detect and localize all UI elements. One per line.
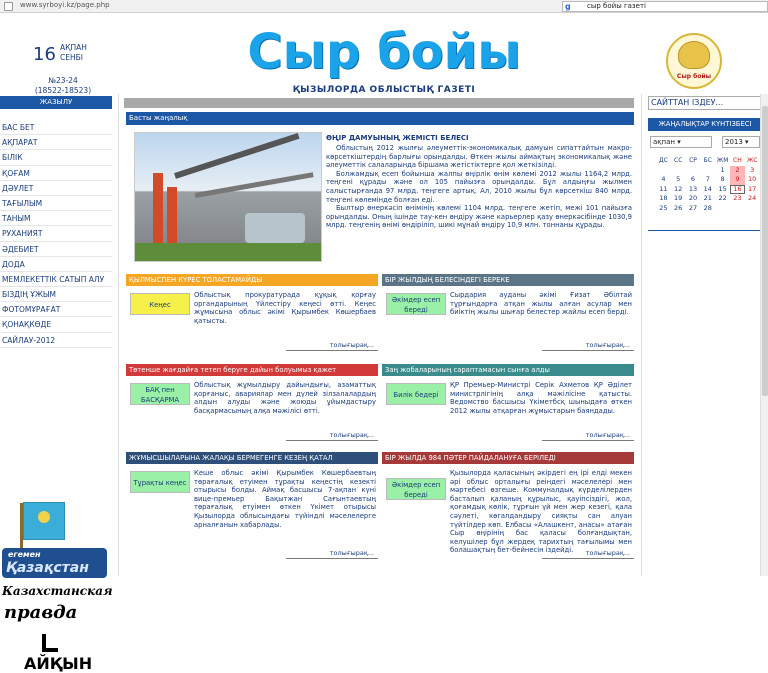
top-news-paragraph: Облыстың 2012 жылғы әлеуметтік-экономикалық дамуын сипаттайтын макро-көрсеткіштердің барлығы орындалды. Өткен жылы аймақтың экономикалық және әлеуметтік салаларында біршама жетістіктерге қол жеткізілді. xyxy=(326,144,632,170)
calendar-divider xyxy=(648,230,762,231)
calendar-day[interactable]: 20 xyxy=(688,194,698,202)
news-text: ҚР Премьер-Министрі Серік Ахметов ҚР Әділет министрлігінің алқа мәжілісіне қатысты. Ведомство басшысы Үкіметбсқ шыныдаға өткен 2012 жылы атқарған жұмыстарын баяндады. xyxy=(450,381,632,415)
calendar-day[interactable]: 3 xyxy=(750,165,755,174)
calendar-day[interactable]: 19 xyxy=(674,194,683,202)
week-row xyxy=(656,166,760,176)
year-select[interactable]: 2013 ▾ xyxy=(722,136,760,148)
weekday-label: СР xyxy=(689,157,697,164)
read-more-link[interactable]: толығырақ... xyxy=(329,431,374,439)
calendar-day[interactable]: 8 xyxy=(720,175,725,183)
aikyn-logo-icon xyxy=(42,634,58,652)
weekday-label: СС xyxy=(674,157,683,164)
calendar-day xyxy=(715,204,730,214)
date-month: АҚПАН xyxy=(60,43,87,52)
menu-item[interactable]: ДОДА xyxy=(0,257,112,272)
month-select[interactable]: ақпан ▾ xyxy=(650,136,712,148)
column-divider xyxy=(118,94,119,576)
issue-range: (18522-18523) xyxy=(34,86,92,95)
menu-item[interactable]: МЕМЛЕКЕТТІК САТЫП АЛУ xyxy=(0,272,112,287)
calendar-day[interactable]: 25 xyxy=(659,203,668,212)
weekday-label: БС xyxy=(703,157,712,164)
news-text: Кеше облыс әкімі Қырымбек Көшербаевтың төрағалық етуімен тұрақты кеңестің кезекті отырысы болды. Аймақ басшысы 7-ақпан күні вице-премьер Бақытжан Сағынтаевтың төрағалық етуімен өткен Үкімет отырысы Қызылорда облысындағы түйіндлі мәселелерге арналғанын хабарлады. xyxy=(194,469,376,529)
browser-search-box[interactable] xyxy=(562,1,768,12)
browser-toolbar xyxy=(0,0,768,13)
egemen-label: егемен xyxy=(8,550,41,559)
menu-item[interactable]: ФОТОМҰРАҒАТ xyxy=(0,302,112,317)
menu-item[interactable]: ТАҒЫЛЫМ xyxy=(0,196,112,211)
news-text: Облыстық жұмылдыру дайындығы, азаматтық қорғаныс, авариялар мен дүлей зілзалалардың алдын алуды және жоюды ұйымдастыру басқармасының алқа мәжілісі өтті. xyxy=(194,381,376,415)
news-box xyxy=(126,364,378,455)
calendar-day xyxy=(656,166,671,176)
page-icon xyxy=(4,2,13,11)
divider-line xyxy=(542,440,634,441)
menu-item[interactable]: ТАНЫМ xyxy=(0,211,112,226)
calendar-day[interactable]: 22 xyxy=(718,194,727,202)
week-row xyxy=(656,204,760,214)
tower-shape xyxy=(167,187,177,243)
news-box xyxy=(126,274,378,365)
egemen-label-2: Қазақстан xyxy=(6,560,89,576)
sun-icon xyxy=(38,511,50,523)
menu-item[interactable]: АҚПАРАТ xyxy=(0,135,112,150)
month-value: ақпан xyxy=(653,138,675,146)
divider-line xyxy=(542,558,634,559)
read-more-link[interactable]: толығырақ... xyxy=(585,341,630,349)
industrial-photo[interactable] xyxy=(134,132,322,262)
calendar-grid xyxy=(656,156,760,213)
calendar-day xyxy=(671,166,686,176)
news-box xyxy=(382,364,634,455)
google-icon: g xyxy=(565,2,571,11)
calendar-day[interactable]: 9 xyxy=(730,175,745,185)
divider-line xyxy=(286,440,378,441)
calendar-day[interactable]: 7 xyxy=(705,175,710,183)
top-news-paragraph: Болжамдық есеп бойынша жалпы өңірлік өнім көлемі 2012 жылы 1164,2 млрд. теңгені құрады және ол 105 пайызға орындалды. Бұл алдыңғы жылмен салыстырғанда 97 млрд. теңгеге артық. Ал, 2010 жылы бұл көрсеткіш 840 млрд. теңгені көлемінде болған еді. xyxy=(326,169,632,204)
year-value: 2013 xyxy=(725,138,743,146)
calendar-day[interactable]: 28 xyxy=(703,203,712,212)
news-box-header[interactable]: ҚЫЛМЫСПЕН КҮРЕС ТОЛАСТАМАЙДЫ xyxy=(126,274,378,286)
news-box xyxy=(382,274,634,365)
news-text: Облыстық прокуратурада құқық қорғау органдарының Үйлестіру кеңесі өтті. Кеңес жұмысына облыс әкімі Қырымбек Көшербаев қатысты. xyxy=(194,291,376,325)
weekday-label: СН xyxy=(733,157,742,164)
news-tag: Әкімдер есеп береді xyxy=(386,478,446,500)
calendar-day[interactable]: 15 xyxy=(718,184,727,193)
news-tag: Билік бедері xyxy=(386,383,446,405)
site-title[interactable]: Сыр бойы xyxy=(247,24,521,80)
read-more-link[interactable]: толығырақ... xyxy=(329,341,374,349)
date-day: СЕНБІ xyxy=(60,53,83,62)
scrollbar-thumb[interactable] xyxy=(762,106,768,396)
divider-line xyxy=(542,350,634,351)
menu-item[interactable]: ҚОНАҚКӨДЕ xyxy=(0,317,112,332)
read-more-link[interactable]: толығырақ... xyxy=(329,549,374,557)
calendar-day[interactable]: 11 xyxy=(659,184,668,193)
main-content xyxy=(124,96,636,576)
site-header xyxy=(0,14,768,94)
address-bar[interactable]: www.syrboyi.kz/page.php xyxy=(20,1,110,9)
menu-item[interactable]: БІЗДІҢ ҰЖЫМ xyxy=(0,287,112,302)
week-row xyxy=(656,175,760,185)
emblem-icon xyxy=(678,41,710,69)
menu-item[interactable]: ДӘУЛЕТ xyxy=(0,181,112,196)
top-news-paragraph: Былтыр өнеркәсіп өнімінің көлемі 1104 млрд. теңгеге жетіп, межі 101 пайызға орындалды. Оның ішінде тау-кен өндіру және карьерлер қазу өнеркәсібінде 1030,9 млрд. теңгенің өнімі өндіріліп, шикі мұнай өндіру 10,9 млн. тоннаны құрады. xyxy=(326,204,632,230)
calendar-header: ЖАҢАЛЫҚТАР КҮНТІЗБЕСІ xyxy=(648,118,762,131)
news-text: Сырдария ауданы әкімі Ғизат Әбілтай тұрғындарға атқан жылы алған асулар мен биіктің жылы шығар белестер жайлы есеп берді. xyxy=(450,291,632,317)
week-row xyxy=(656,194,760,204)
news-box xyxy=(126,452,378,572)
newspaper-logo[interactable] xyxy=(666,33,722,89)
top-news-header: Басты жаңалық xyxy=(126,112,634,125)
column-divider xyxy=(641,94,642,576)
ground-shape xyxy=(135,243,322,262)
weekday-label: ЖС xyxy=(746,157,758,164)
kazakhstan-flag-image xyxy=(23,502,65,540)
read-more-link[interactable]: толығырақ... xyxy=(585,549,630,557)
logo-caption: Сыр бойы xyxy=(676,73,712,80)
news-box-header[interactable]: Төтенше жағдайға тетеп беруге дайын болуымыз қажет xyxy=(126,364,378,376)
weekday-label: ЖМ xyxy=(716,157,729,164)
browser-search-value[interactable]: сыр бойы газеті xyxy=(587,2,646,10)
subscribe-button[interactable]: ЖАЗЫЛУ xyxy=(0,96,112,109)
calendar-day[interactable]: 13 xyxy=(688,184,698,193)
kazpravda-banner[interactable] xyxy=(0,582,112,622)
right-sidebar xyxy=(646,96,768,576)
menu-item[interactable]: БАС БЕТ xyxy=(0,120,112,135)
week-row xyxy=(656,185,760,195)
news-tag: Тұрақты кеңес xyxy=(130,471,190,493)
issue-label: №23-24 xyxy=(48,76,78,85)
tower-shape xyxy=(153,173,163,243)
calendar-day xyxy=(745,204,760,214)
menu-item[interactable]: БІЛІК xyxy=(0,150,112,165)
news-box xyxy=(382,452,634,572)
news-tag: Кеңес xyxy=(130,293,190,315)
menu-item[interactable]: ӘДЕБИЕТ xyxy=(0,242,112,257)
calendar-day xyxy=(700,166,715,176)
menu-item[interactable]: ҚОҒАМ xyxy=(0,166,112,181)
menu-item[interactable]: РУХАНИЯТ xyxy=(0,226,112,241)
calendar-day[interactable]: 5 xyxy=(676,175,681,183)
news-box-header[interactable]: Заң жобаларының сараптамасын сынға алды xyxy=(382,364,634,376)
news-tag: БАҚ пен БАСҚАРМА xyxy=(130,383,190,405)
top-gray-bar xyxy=(124,98,634,108)
calendar-day[interactable]: 18 xyxy=(659,194,668,202)
conveyor-shape xyxy=(195,172,314,198)
site-search-input[interactable]: САЙТТАН ІЗДЕУ... xyxy=(648,96,762,110)
read-more-link[interactable]: толығырақ... xyxy=(585,431,630,439)
calendar-day[interactable]: 16 xyxy=(730,185,745,195)
conveyor-shape xyxy=(174,133,299,179)
left-sidebar xyxy=(0,96,113,673)
news-tag: Әкімдер есеп береді xyxy=(386,293,446,315)
divider-line xyxy=(286,350,378,351)
aikyn-label: АЙҚЫН xyxy=(24,654,93,673)
calendar-day[interactable]: 12 xyxy=(674,184,683,193)
tank-shape xyxy=(245,213,305,243)
calendar-day[interactable]: 2 xyxy=(730,166,745,176)
main-menu xyxy=(0,120,112,348)
calendar-day[interactable]: 21 xyxy=(703,194,712,202)
news-text: Қызылорда қаласының әкірдегі ең ірі елді мекен әрі облыс орталығы реіндегі мәселелері мен мәртебесі өзгеше. Коммуналдық күрделілерден басталып қаланың құрылыс, қауіпсіздігі, жол, қоғамдық көлік, тұрғын үй мен жер кезегі, қала сәулеті, көгалдандыру сияқты сан алуан түйтілдер көп. Елбасы «Алашкент, анасы» атаған Сыр өңірінің бас қаласы болғандықтан, келушілер бұл жердеқ тарихтың тағылымы мен болашақтың бет-бейнесін іздейді. xyxy=(450,469,632,555)
calendar-day[interactable]: 4 xyxy=(661,175,666,183)
news-box-header[interactable]: ЖҰМЫСШЫЛАРЫНА ЖАЛАҚЫ БЕРМЕГЕНГЕ КЕЗЕҢ ҚАТАЛ xyxy=(126,452,378,464)
calendar-day[interactable]: 6 xyxy=(690,175,696,183)
site-subtitle: ҚЫЗЫЛОРДА ОБЛЫСТЫҚ ГАЗЕТІ xyxy=(292,85,476,95)
date-number: 16 xyxy=(33,44,56,65)
weekday-label: ДС xyxy=(658,157,668,164)
pravda-label-2: правда xyxy=(4,602,78,623)
top-news-title[interactable]: ӨҢІР ДАМУЫНЫҢ ЖЕМІСТІ БЕЛЕСІ xyxy=(326,134,469,142)
calendar-day[interactable]: 23 xyxy=(733,194,742,202)
pravda-label: Казахстанская xyxy=(2,584,113,598)
calendar-day xyxy=(730,204,745,214)
calendar-day[interactable]: 14 xyxy=(703,184,712,193)
news-box-header[interactable]: БІР ЖЫЛДЫҢ БЕЛЕСІНДЕГІ БЕРЕКЕ xyxy=(382,274,634,286)
aikyn-banner[interactable] xyxy=(22,632,93,673)
top-news-text xyxy=(326,144,632,230)
calendar-day[interactable]: 27 xyxy=(688,203,698,212)
calendar-day[interactable]: 26 xyxy=(674,203,683,212)
egemen-kazakhstan-banner[interactable] xyxy=(2,548,107,578)
calendar-day xyxy=(686,166,701,176)
calendar-day[interactable]: 17 xyxy=(748,184,757,193)
page-scrollbar[interactable] xyxy=(760,94,768,576)
calendar-day[interactable]: 10 xyxy=(748,175,757,183)
news-box-header[interactable]: БІР ЖЫЛДА 984 ПӘТЕР ПАЙДАЛАНУҒА БЕРІЛЕДІ xyxy=(382,452,634,464)
menu-item[interactable]: САЙЛАУ-2012 xyxy=(0,333,112,348)
divider-line xyxy=(286,558,378,559)
calendar-day[interactable]: 24 xyxy=(748,194,757,202)
calendar-day[interactable]: 1 xyxy=(720,165,725,174)
weekday-row xyxy=(656,156,760,166)
